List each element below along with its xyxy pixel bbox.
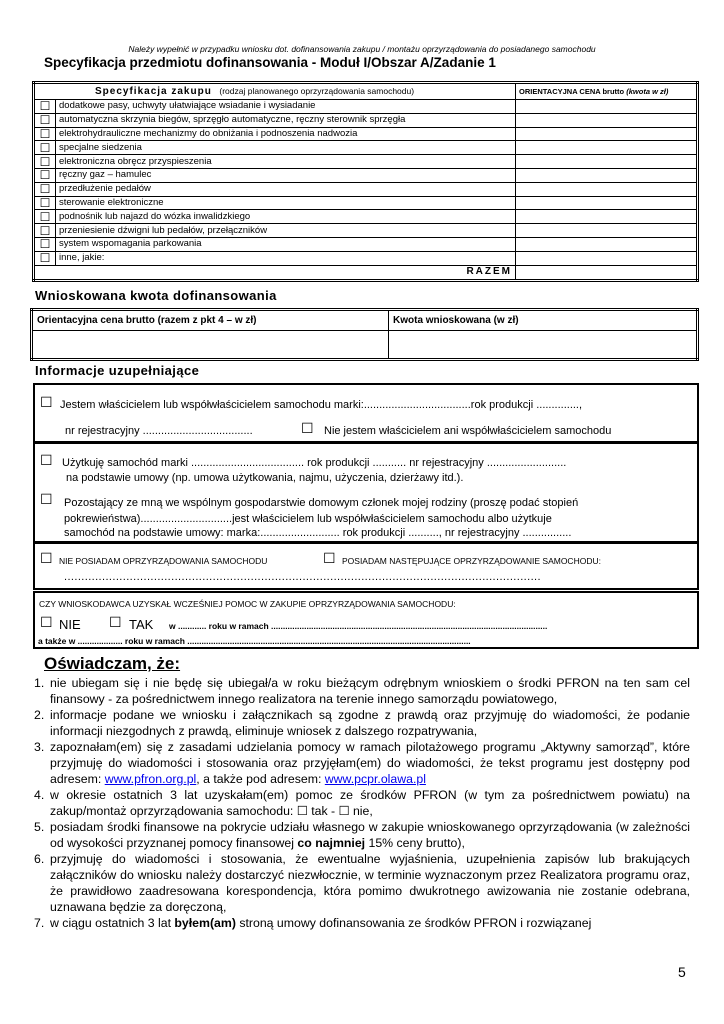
previous-help-year-line[interactable]: w ............ roku w ramach ..................................................................................................................... <box>169 621 548 631</box>
spec-row <box>34 127 698 141</box>
spec-item-price-field[interactable] <box>516 141 698 155</box>
total-label: RAZEM <box>34 265 516 280</box>
not-owner-checkbox[interactable]: ☐ <box>301 420 314 436</box>
spec-item-checkbox[interactable]: ☐ <box>34 141 56 155</box>
has-equipment-label: POSIADAM NASTĘPUJĄCE OPRZYRZĄDOWANIE SAMOCHODU: <box>342 556 601 566</box>
previous-help-box <box>33 591 699 649</box>
spec-item-checkbox[interactable]: ☐ <box>34 196 56 210</box>
owner-line-1: Jestem właścicielem lub współwłaścicielem samochodu marki:...................................rok produkcji .............., <box>60 399 583 411</box>
no-equipment-checkbox[interactable]: ☐ <box>40 550 53 566</box>
spec-row <box>34 168 698 182</box>
spec-row <box>34 182 698 196</box>
spec-item-checkbox[interactable]: ☐ <box>34 100 56 114</box>
spec-item-price-field[interactable] <box>516 182 698 196</box>
spec-item-checkbox[interactable]: ☐ <box>34 224 56 238</box>
user-line-1: Użytkuję samochód marki ..................................... rok produkcji ........... nr rejestracyjny .......................... <box>62 457 567 469</box>
previous-help-no-label: NIE <box>59 617 81 632</box>
spec-item-label: automatyczna skrzynia biegów, sprzęgło automatyczne, ręczny sterownik sprzęgła <box>56 113 516 127</box>
spec-item-price-field[interactable] <box>516 224 698 238</box>
spec-row <box>34 100 698 114</box>
spec-item-price-field[interactable] <box>516 251 698 265</box>
spec-item-price-field[interactable] <box>516 113 698 127</box>
no-equipment-label: NIE POSIADAM OPRZYRZĄDOWANIA SAMOCHODU <box>59 556 268 566</box>
spec-item-price-field[interactable] <box>516 100 698 114</box>
requested-amount-field[interactable] <box>389 331 698 360</box>
spec-row <box>34 224 698 238</box>
declaration-item: 3. zapoznałam(em) się z zasadami udzielania pomocy w ramach pilotażowego programu „Aktywny samorząd”, które przyjmuję do wiadomości i stosowania oraz przyjęłam(em) do wiadomości, że tekst programu jest dostępny pod adresem: www.pfron.org.pl, a także pod adresem: www.pcpr.olawa.pl <box>34 740 690 786</box>
spec-item-price-field[interactable] <box>516 127 698 141</box>
total-value-cell[interactable] <box>516 265 698 280</box>
user-line-2: na podstawie umowy (np. umowa użytkowania, najmu, użyczenia, dzierżawy itd.). <box>66 472 464 484</box>
page-number: 5 <box>678 964 686 980</box>
family-line-2: pokrewieństwa)..............................jest właścicielem lub współwłaścicielem samochodu albo użytkuje <box>64 513 552 525</box>
spec-item-price-field[interactable] <box>516 196 698 210</box>
spec-row <box>34 141 698 155</box>
page-title: Specyfikacja przedmiotu dofinansowania - Moduł I/Obszar A/Zadanie 1 <box>44 55 496 70</box>
spec-item-checkbox[interactable]: ☐ <box>34 237 56 251</box>
spec-item-checkbox[interactable]: ☐ <box>34 251 56 265</box>
estimated-price-field[interactable] <box>32 331 389 360</box>
spec-item-label: sterowanie elektroniczne <box>56 196 516 210</box>
spec-item-label: system wspomagania parkowania <box>56 237 516 251</box>
has-equipment-checkbox[interactable]: ☐ <box>323 550 336 566</box>
spec-item-label: ręczny gaz – hamulec <box>56 168 516 182</box>
declaration-item: 7. w ciągu ostatnich 3 lat byłem(am) stroną umowy dofinansowania ze środków PFRON i rozwiązanej <box>34 916 592 930</box>
spec-item-checkbox[interactable]: ☐ <box>34 168 56 182</box>
requested-amount-header: Kwota wnioskowana (w zł) <box>389 310 698 331</box>
spec-item-price-field[interactable] <box>516 155 698 169</box>
spec-item-checkbox[interactable]: ☐ <box>34 155 56 169</box>
owner-line-2: nr rejestracyjny .................................... <box>65 425 253 437</box>
funding-heading: Wnioskowana kwota dofinansowania <box>35 288 277 303</box>
spec-item-label: dodatkowe pasy, uchwyty ułatwiające wsiadanie i wysiadanie <box>56 100 516 114</box>
spec-row <box>34 210 698 224</box>
family-checkbox[interactable]: ☐ <box>40 491 53 507</box>
previous-help-no-checkbox[interactable]: ☐ <box>40 614 53 630</box>
declaration-item: 6. przyjmuję do wiadomości i stosowania, że ewentualne wyjaśnienia, uzupełnienia zapisów lub brakujących załączników do wniosku należy dostarczyć niezwłocznie, w terminie wyznaczonym przez Realizatora programu oraz, że prawidłowo zaadresowana korespondencja, która pomimo dwukrotnego awizowania nie zostanie odebrana, uznawana będzie za doręczoną, <box>34 852 690 914</box>
estimated-price-header: Orientacyjna cena brutto (razem z pkt 4 – w zł) <box>32 310 389 331</box>
declaration-item: 1. nie ubiegam się i nie będę się ubiegał/a w roku bieżącym odrębnym wnioskiem o środki PFRON na ten sam cel finansowy - za pośrednictwem innego realizatora na terenie innego samorządu powiatowego, <box>34 676 690 706</box>
owner-checkbox[interactable]: ☐ <box>40 394 53 410</box>
user-family-box <box>33 443 699 543</box>
spec-item-label: specjalne siedzenia <box>56 141 516 155</box>
spec-item-label: elektroniczna obręcz przyspieszenia <box>56 155 516 169</box>
spec-item-checkbox[interactable]: ☐ <box>34 210 56 224</box>
supplementary-heading: Informacje uzupełniające <box>35 363 200 378</box>
declaration-list <box>34 675 690 931</box>
declaration-heading: Oświadczam, że: <box>44 654 181 673</box>
spec-row <box>34 155 698 169</box>
fill-instruction-note: Należy wypełnić w przypadku wniosku dot. dofinansowania zakupu / montażu oprzyrządowania do posiadanego samochodu <box>128 44 596 54</box>
spec-item-price-field[interactable] <box>516 168 698 182</box>
spec-item-checkbox[interactable]: ☐ <box>34 127 56 141</box>
ownership-box <box>33 383 699 443</box>
user-checkbox[interactable]: ☐ <box>40 452 53 468</box>
spec-item-label: inne, jakie: <box>56 251 516 265</box>
family-line-3: samochód na podstawie umowy: marka:.......................... rok produkcji .........., nr rejestracyjny ................ <box>64 527 572 539</box>
previous-help-yes-checkbox[interactable]: ☐ <box>109 614 122 630</box>
spec-row <box>34 251 698 265</box>
equipment-box <box>33 543 699 590</box>
declaration-item: 4. w okresie ostatnich 3 lat uzyskałam(em) pomoc ze środków PFRON (w tym za pośrednictwem powiatu) na zakup/montaż oprzyrządowania samochodu: ☐ tak - ☐ nie, <box>34 788 690 818</box>
spec-item-price-field[interactable] <box>516 210 698 224</box>
spec-row <box>34 113 698 127</box>
family-line-1: Pozostający ze mną we wspólnym gospodarstwie domowym członek mojej rodziny (proszę podać stopień <box>64 497 579 509</box>
previous-help-question: CZY WNIOSKODAWCA UZYSKAŁ WCZEŚNIEJ POMOC W ZAKUPIE OPRZYRZĄDOWANIA SAMOCHODU: <box>39 599 456 609</box>
spec-item-label: elektrohydrauliczne mechanizmy do obniżania i podnoszenia nadwozia <box>56 127 516 141</box>
spec-item-label: przeniesienie dźwigni lub pedałów, przełączników <box>56 224 516 238</box>
specification-table <box>32 81 699 282</box>
previous-help-also-line[interactable]: a także w ................... roku w ramach ........................................................................................................................ <box>38 636 471 646</box>
pfron-link[interactable]: www.pfron.org.pl <box>104 772 197 786</box>
declaration-item: 2. informacje podane we wniosku i załącznikach są zgodne z prawdą oraz przyjmuję do wiadomości, że podanie informacji niezgodnych z prawdą, eliminuje wniosek z dalszego rozpatrywania, <box>34 708 690 738</box>
spec-item-price-field[interactable] <box>516 237 698 251</box>
spec-item-checkbox[interactable]: ☐ <box>34 182 56 196</box>
not-owner-label: Nie jestem właścicielem ani współwłaścicielem samochodu <box>324 425 612 437</box>
previous-help-yes-label: TAK <box>129 617 154 632</box>
spec-item-label: podnośnik lub najazd do wózka inwalidzkiego <box>56 210 516 224</box>
pcpr-link[interactable]: www.pcpr.olawa.pl <box>324 772 426 786</box>
spec-item-label: przedłużenie pedałów <box>56 182 516 196</box>
equipment-dots-line[interactable]: .......................................................................................................................................... <box>64 571 541 583</box>
spec-column-header: Specyfikacja zakupu (rodzaj planowanego oprzyrządowania samochodu) <box>34 83 516 100</box>
spec-item-checkbox[interactable]: ☐ <box>34 113 56 127</box>
spec-row <box>34 237 698 251</box>
price-column-header: ORIENTACYJNA CENA brutto (kwota w zł) <box>516 83 698 100</box>
declaration-item: 5. posiadam środki finansowe na pokrycie udziału własnego w zakupie wnioskowanego oprzyrządowania (w zależności od wysokości przyznanej pomocy finansowej co najmniej 15% ceny brutto), <box>34 820 690 850</box>
funding-table <box>30 308 699 361</box>
spec-row <box>34 196 698 210</box>
